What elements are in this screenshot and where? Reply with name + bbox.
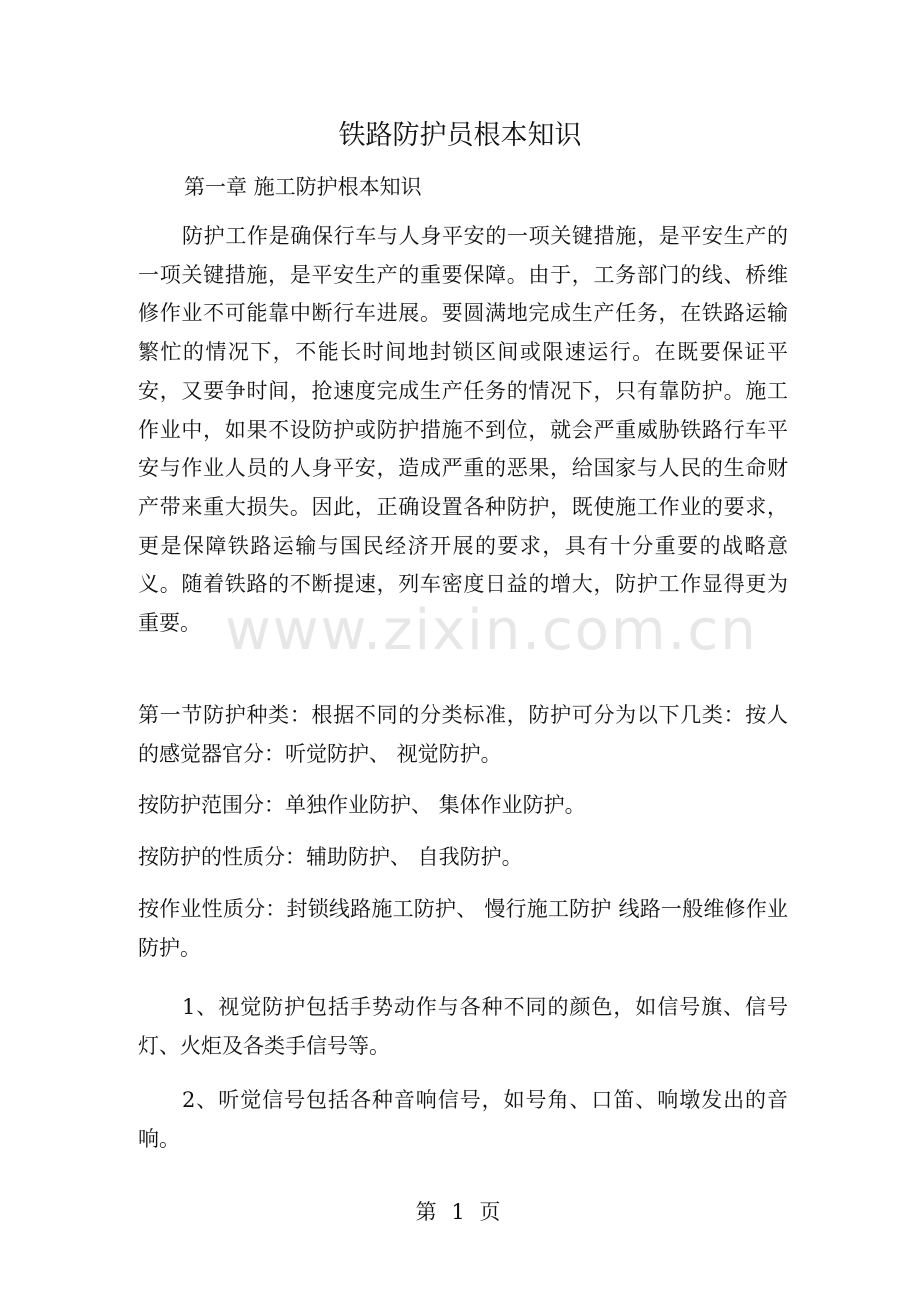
classification-scope: 按防护范围分：单独作业防护、 集体作业防护。	[138, 793, 586, 818]
classification-work: 按作业性质分：封锁线路施工防护、 慢行施工防护 线路一般维修作业防护。	[138, 896, 788, 960]
chapter-heading: 第一章 施工防护根本知识	[184, 175, 422, 199]
classification-block	[138, 696, 788, 967]
numbered-list	[138, 988, 788, 1175]
list-item-2: 2、听觉信号包括各种音响信号，如号角、口笛、响墩发出的音响。	[138, 1088, 788, 1152]
list-item-1: 1、视觉防护包括手势动作与各种不同的颜色，如信号旗、信号灯、火炬及各类手信号等。	[138, 995, 788, 1058]
document-title: 铁路防护员根本知识	[338, 120, 582, 151]
watermark: www.zixin.com.cn	[225, 598, 758, 663]
intro-paragraph: 防护工作是确保行车与人身平安的一项关键措施，是平安生产的一项关键措施，是平安生产的重要保障。由于，工务部门的线、桥维修作业不可能靠中断行车进展。要圆满地完成生产任务，在铁路运输繁忙的情况下，不能长时间地封锁区间或限速运行。在既要保证平安，又要争时间，抢速度完成生产任务的情况下，只有靠防护。施工作业中，如果不设防护或防护措施不到位，就会严重威胁铁路行车平安与作业人员的人身平安，造成严重的恶果，给国家与人民的生命财产带来重大损失。因此，正确设置各种防护，既使施工作业的要求，更是保障铁路运输与国民经济开展的要求，具有十分重要的战略意义。随着铁路的不断提速，列车密度日益的增大，防护工作显得更为重要。	[138, 224, 788, 636]
classification-nature: 按防护的性质分：辅助防护、 自我防护。	[138, 845, 523, 870]
page-footer: 第 1 页	[415, 1200, 505, 1224]
section-line: 第一节防护种类：根据不同的分类标准，防护可分为以下几类：按人的感觉器官分：听觉防护、 视觉防护。	[138, 703, 788, 766]
